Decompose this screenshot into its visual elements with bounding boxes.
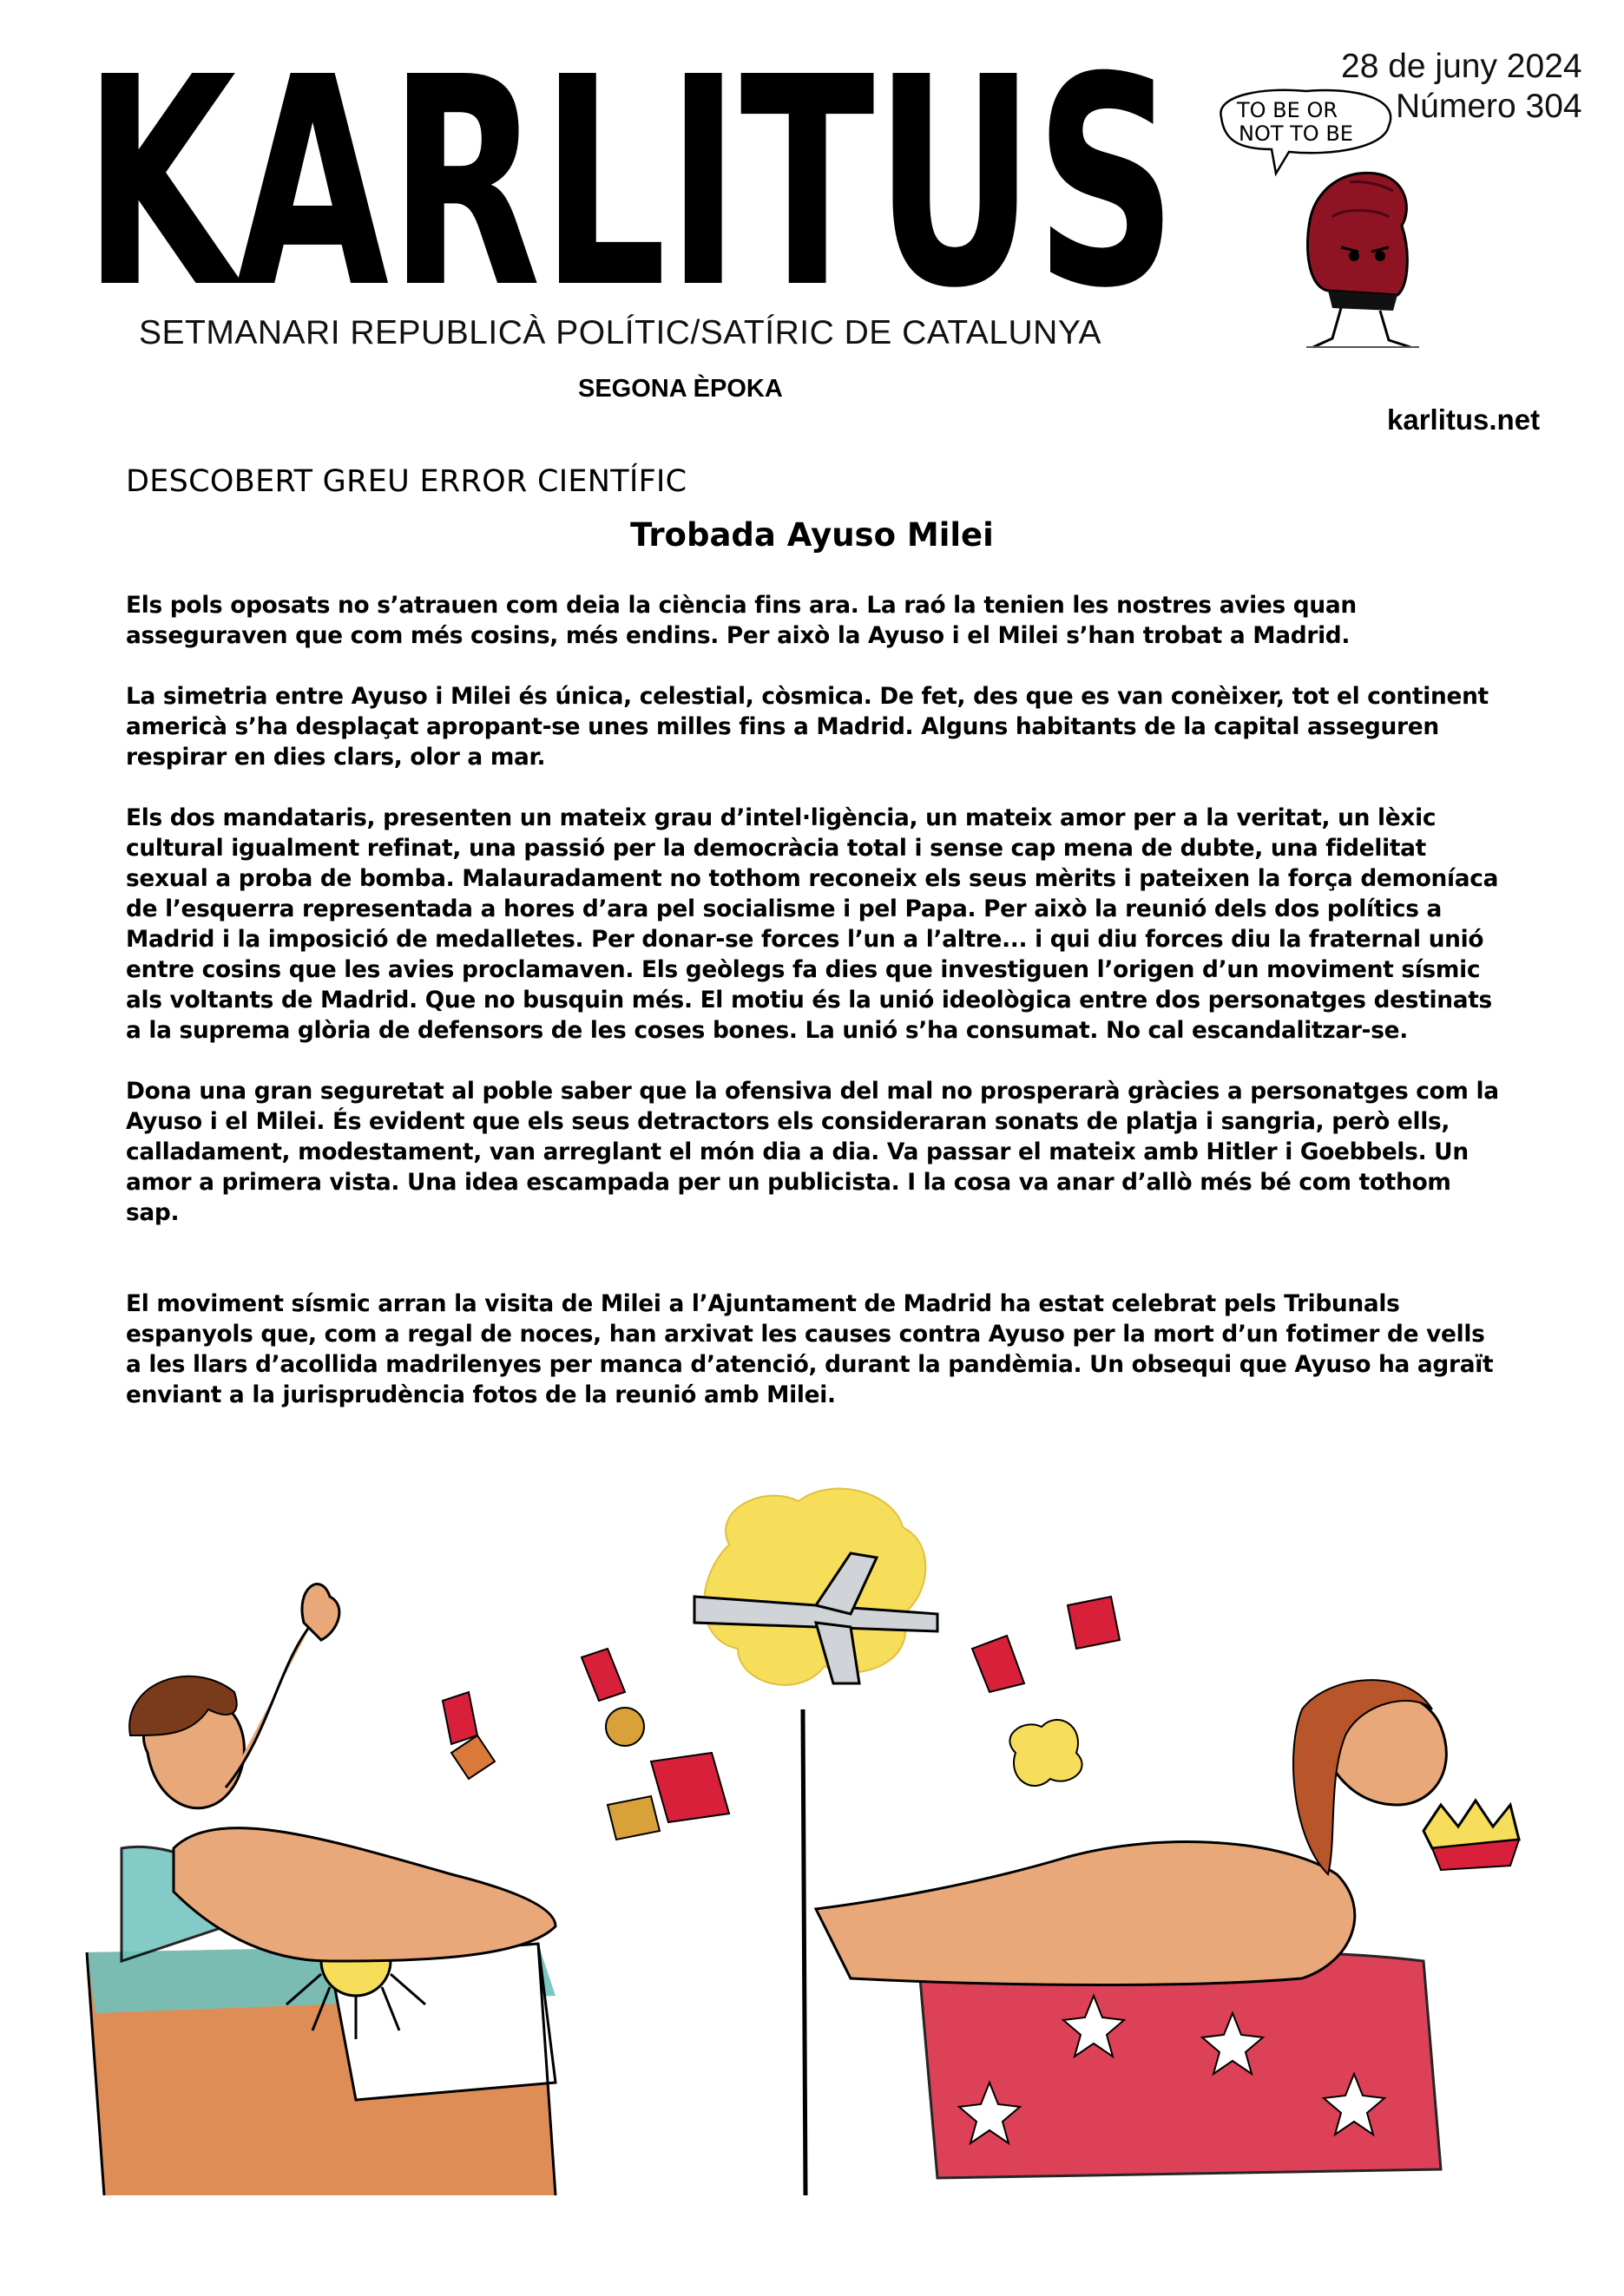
masthead-subtitle: SETMANARI REPUBLICÀ POLÍTIC/SATÍRIC DE CATALUNYA bbox=[139, 314, 1101, 351]
speech-line-2: NOT TO BE bbox=[1239, 121, 1353, 146]
mascot-illustration bbox=[1211, 87, 1419, 390]
mascot-figure bbox=[1306, 173, 1419, 347]
article-paragraph-2: La simetria entre Ayuso i Milei és única, celestial, còsmica. De fet, des que es van conèixer, tot el continent americà s’ha desplaçat apropant-se unes milles fins a Madrid. Alguns habitants de la capital asseguren respirar en dies clars, olor a mar. bbox=[126, 683, 1489, 771]
article-paragraph-5: El moviment sísmic arran la visita de Milei a l’Ajuntament de Madrid ha estat celebrat pels Tribunals espanyols que, com a regal de noces, han arxivat les causes contra Ayuso per la mort d’un fotimer de vells a les llars d’acollida madrilenyes per manca d’atenció, durant la pandèmia. Un obsequi que Ayuso ha agraït enviant a la jurisprudència fotos de la reunió amb Milei. bbox=[126, 1290, 1494, 1408]
left-figure bbox=[129, 1584, 556, 1961]
article-kicker: DESCOBERT GREU ERROR CIENTÍFIC bbox=[126, 464, 687, 499]
article-body bbox=[126, 590, 1506, 1440]
masthead-logo bbox=[83, 50, 1177, 311]
article-paragraph-1: Els pols oposats no s’atrauen com deia la ciència fins ara. La raó la tenien les nostres avies quan asseguraven que com més cosins, més endins. Per això la Ayuso i el Milei s’han trobat a Madrid. bbox=[126, 592, 1357, 649]
speech-bubble bbox=[1220, 90, 1391, 174]
right-bed bbox=[920, 1952, 1441, 2178]
right-figure bbox=[816, 1680, 1519, 1984]
cartoon-illustration bbox=[69, 1475, 1562, 2213]
article-paragraph-3: Els dos mandataris, presenten un mateix grau d’intel·ligència, un mateix amor per a la veritat, un lèxic cultural igualment refinat, una passió per la democràcia total i sense cap mena de dubte, una fidelitat sexual a proba de bomba. Malauradament no tothom reconeix els seus mèrits i pateixen la força demoníaca de l’esquerra representada a hores d’ara pel socialisme i pel Papa. Per això la reunió dels dos polítics a Madrid i la imposició de medalletes. Per donar-se forces l’un a l’altre... i qui diu forces diu la fraternal unió entre cosins que les avies proclamaven. Els geòlegs fa dies que investiguen l’origen d’un moviment sísmic als voltants de Madrid. Que no busquin més. El motiu és la unió ideològica entre dos personatges destinats a la suprema glòria de defensors de les coses bones. La unió s’ha consumat. No cal escandalitzar-se. bbox=[126, 804, 1499, 1044]
epoch-label: SEGONA ÈPOKA bbox=[578, 375, 783, 403]
divider-line bbox=[803, 1709, 805, 2195]
issue-date: 28 de juny 2024 bbox=[1341, 48, 1582, 85]
masthead-title: KARLITUS bbox=[83, 50, 1177, 311]
medals bbox=[443, 1649, 729, 1840]
airplane-cloud bbox=[694, 1489, 937, 1685]
speech-line-1: TO BE OR bbox=[1237, 98, 1338, 122]
article-headline: Trobada Ayuso Milei bbox=[630, 516, 994, 554]
article-paragraph-4: Dona una gran seguretat al poble saber que la ofensiva del mal no prosperarà gràcies a personatges com la Ayuso i el Milei. És evident que els seus detractors els consideraran sonats de platja i sangria, però ells, calladament, modestament, van arreglant el món dia a dia. Va passar el mateix amb Hitler i Goebbels. Un amor a primera vista. Una idea escampada per un publicista. I la cosa va anar d’allò més bé com tothom sap. bbox=[126, 1078, 1499, 1226]
site-link[interactable]: karlitus.net bbox=[1387, 403, 1541, 436]
issue-number: Número 304 bbox=[1396, 88, 1582, 125]
right-medal-burst bbox=[972, 1597, 1120, 1786]
